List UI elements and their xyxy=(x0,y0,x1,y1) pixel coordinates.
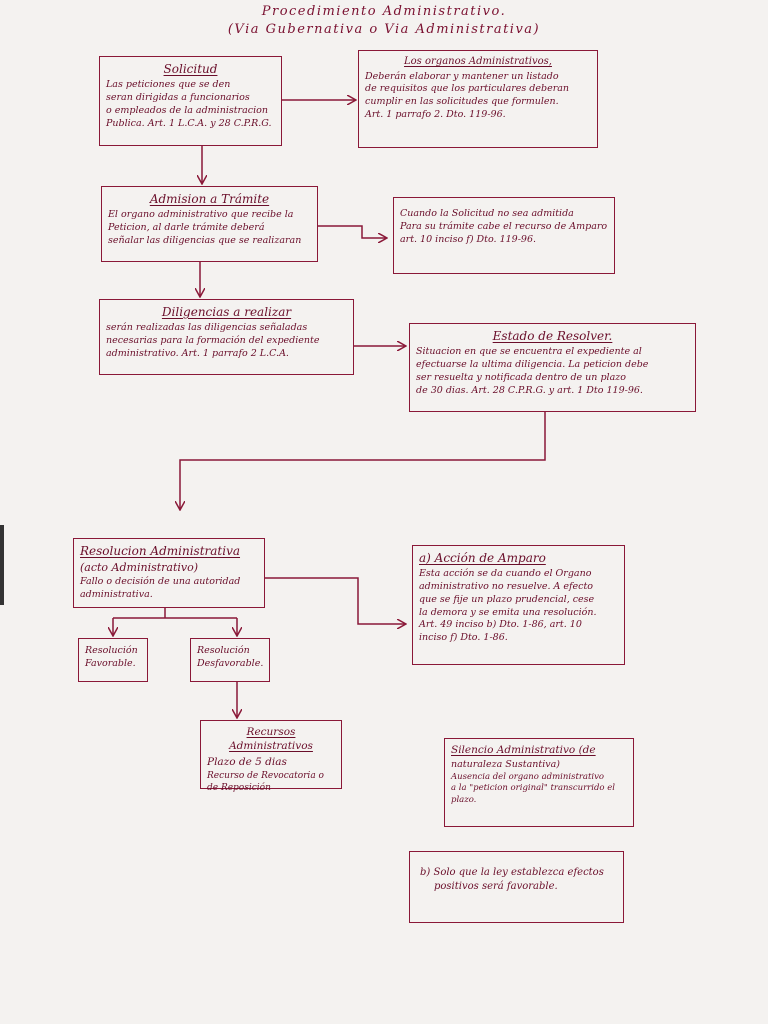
box-resolucion-line: (acto Administrativo) xyxy=(80,561,199,575)
box-accion-amparo-line: que se fije un plazo prudencial, cese xyxy=(419,593,595,605)
box-favorable-line: Favorable. xyxy=(85,657,136,669)
box-solicitud-line: Publica. Art. 1 L.C.A. y 28 C.P.R.G. xyxy=(106,117,272,129)
box-organos-line: cumplir en las solicitudes que formulen. xyxy=(365,96,559,108)
arrow-resolucion-amparo xyxy=(265,578,405,624)
box-admision-line: Peticion, al darle trámite deberá xyxy=(108,222,265,233)
box-diligencias-heading: Diligencias a realizar xyxy=(161,305,292,319)
box-solicitud-line: seran dirigidas a funcionarios xyxy=(106,92,250,103)
box-organos-line: Art. 1 parrafo 2. Dto. 119-96. xyxy=(365,108,506,120)
box-resolucion xyxy=(73,538,265,608)
box-recursos-line: Recurso de Revocatoria o xyxy=(207,770,324,781)
box-accion-amparo xyxy=(412,545,625,665)
box-organos-line: Deberán elaborar y mantener un listado xyxy=(365,70,559,82)
box-favorable-line: Resolución xyxy=(85,645,138,656)
box-silencio-line: a la "peticion original" transcurrido el xyxy=(451,783,615,794)
box-admision-line: señalar las diligencias que se realizaran xyxy=(108,234,302,246)
box-estado-heading: Estado de Resolver. xyxy=(492,329,613,343)
box-solicitud-line: o empleados de la administracion xyxy=(106,104,268,116)
box-solicitud-line: Las peticiones que se den xyxy=(106,79,231,91)
box-estado-line: ser resuelta y notificada dentro de un plazo xyxy=(416,371,626,383)
box-silencio-heading: Silencio Administrativo (de xyxy=(451,744,596,756)
box-admision xyxy=(101,186,318,262)
box-resolucion-line: Fallo o decisión de una autoridad xyxy=(80,576,241,588)
box-silencio-line: naturaleza Sustantiva) xyxy=(451,759,560,771)
box-organos-heading: Los organos Administrativos, xyxy=(404,56,552,67)
box-admision-line: El organo administrativo que recibe la xyxy=(108,209,294,221)
box-solo-ley-line: b) Solo que la ley establezca efectos xyxy=(420,867,604,878)
diagram-title-line1: Procedimiento Administrativo. xyxy=(261,4,507,19)
box-solo-ley xyxy=(409,851,624,923)
box-solicitud xyxy=(99,56,282,146)
box-accion-amparo-line: administrativo no resuelve. A efecto xyxy=(419,581,594,592)
box-solicitud-heading: Solicitud xyxy=(163,62,218,76)
box-recursos-heading: Recursos Administrativos xyxy=(229,726,313,753)
box-recursos-line: Plazo de 5 dias xyxy=(207,756,287,769)
box-recursos-line: de Reposición xyxy=(207,782,271,793)
box-silencio-line: plazo. xyxy=(451,794,477,805)
box-amparo-admision-line: art. 10 inciso f) Dto. 119-96. xyxy=(400,233,537,245)
box-silencio xyxy=(444,738,634,827)
arrow-admision-amparo xyxy=(318,226,386,238)
box-accion-amparo-line: Art. 49 inciso b) Dto. 1-86, art. 10 xyxy=(419,619,582,631)
diagram-title-line2: (Via Gubernativa o Via Administrativa) xyxy=(227,22,541,37)
box-accion-amparo-line: inciso f) Dto. 1-86. xyxy=(419,632,508,644)
box-resolucion-heading: Resolucion Administrativa xyxy=(80,544,241,558)
arrow-estado-resolucion xyxy=(180,412,545,509)
box-diligencias-line: necesarias para la formación del expediente xyxy=(106,335,320,346)
box-desfavorable-line: Resolución xyxy=(197,645,250,656)
box-diligencias-line: serán realizadas las diligencias señaladas xyxy=(106,322,308,334)
box-amparo-admision-line: Para su trámite cabe el recurso de Amparo xyxy=(400,220,608,232)
box-desfavorable-line: Desfavorable. xyxy=(197,657,264,669)
box-accion-amparo-line: Esta acción se da cuando el Organo xyxy=(419,568,592,580)
box-estado-line: de 30 dias. Art. 28 C.P.R.G. y art. 1 Dto 119-96. xyxy=(416,384,643,396)
box-accion-amparo-heading: a) Acción de Amparo xyxy=(419,551,546,565)
box-resolucion-favorable xyxy=(78,638,148,682)
box-solo-ley-line: positivos será favorable. xyxy=(434,880,558,892)
box-resolucion-line: administrativa. xyxy=(80,588,153,600)
box-amparo-admision xyxy=(393,197,615,274)
box-organos-line: de requisitos que los particulares deberan xyxy=(365,83,570,95)
box-estado-line: Situacion en que se encuentra el expediente al xyxy=(416,346,642,358)
box-resolucion-desfavorable xyxy=(190,638,270,682)
box-recursos xyxy=(200,720,342,793)
box-silencio-line: Ausencia del organo administrativo xyxy=(451,771,605,782)
box-estado-resolver xyxy=(409,323,696,412)
box-diligencias-line: administrativo. Art. 1 parrafo 2 L.C.A. xyxy=(106,347,289,359)
box-estado-line: efectuarse la ultima diligencia. La peticion debe xyxy=(416,359,649,370)
box-diligencias xyxy=(99,299,354,375)
box-accion-amparo-line: la demora y se emita una resolución. xyxy=(419,606,597,618)
box-admision-heading: Admision a Trámite xyxy=(149,192,270,206)
box-organos xyxy=(358,50,598,148)
box-amparo-admision-line: Cuando la Solicitud no sea admitida xyxy=(400,208,574,219)
